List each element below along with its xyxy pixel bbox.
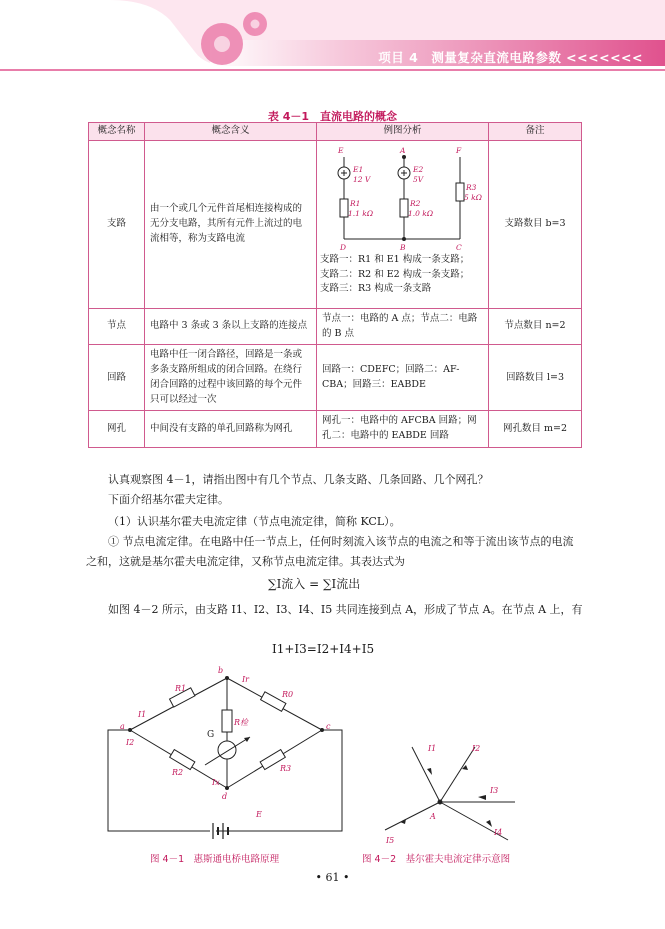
current-label: I1 [138, 710, 147, 719]
header-title: 项目 4 测量复杂直流电路参数 <<<<<<< [378, 50, 643, 65]
column-header: 概念含义 [145, 123, 317, 141]
current-label: I2 [126, 738, 135, 747]
source-label: E [256, 810, 262, 819]
paragraph: 认真观察图 4－1，请指出图中有几个节点、几条支路、几条回路、几个网孔？ [108, 473, 489, 486]
page-header [0, 0, 665, 78]
current-label: I5 [386, 836, 395, 845]
figure-caption: 图 4－1 惠斯通电桥电路原理 [150, 854, 280, 865]
source-label: E2 [413, 165, 424, 174]
analysis-cell [317, 141, 489, 309]
concept-name: 节点 [89, 309, 145, 345]
node-equation: I1+I3=I2+I4+I5 [272, 642, 375, 656]
table-caption: 表 4－1 直流电路的概念 [267, 110, 398, 123]
node-label: a [120, 722, 125, 731]
analysis-line: 支路二：R2 和 E2 构成一条支路； [320, 268, 470, 280]
resistor-label: R1 [175, 684, 187, 693]
galvanometer-label: G [207, 730, 215, 740]
analysis-line: 支路一：R1 和 E1 构成一条支路； [320, 254, 470, 265]
concept-note: 节点数目 n=2 [489, 309, 582, 345]
current-label: I3 [490, 786, 499, 795]
wheatstone-bridge-figure [100, 665, 360, 850]
table-header-row [89, 123, 582, 141]
concept-name: 回路 [89, 345, 145, 411]
figure-caption: 图 4－2 基尔霍夫电流定律示意图 [362, 854, 511, 865]
concept-note: 支路数目 b=3 [489, 141, 582, 309]
resistor-label: R0 [282, 690, 294, 699]
column-header: 例图分析 [317, 123, 489, 141]
current-label: I1 [428, 744, 437, 753]
source-value: 12 V [353, 175, 371, 184]
table-row [89, 141, 582, 309]
resistor-value: 1.1 kΩ [348, 209, 374, 218]
current-label: I2 [472, 744, 481, 753]
concept-name: 支路 [89, 141, 145, 309]
source-label: E1 [353, 165, 364, 174]
concept-meaning: 电路中 3 条或 3 条以上支路的连接点 [145, 309, 317, 345]
resistor-label: R1 [350, 199, 361, 208]
resistor-value: 5 kΩ [464, 193, 482, 202]
node-label: E [338, 146, 344, 155]
table-row [89, 411, 582, 447]
paragraph: 下面介绍基尔霍夫定律。 [108, 493, 229, 506]
table-row [89, 345, 582, 411]
source-value: 5V [413, 175, 424, 184]
concept-meaning: 电路中任一闭合路径，回路是一条或多条支路所组成的闭合回路。在绕行闭合回路的过程中该回路的每个元件只可以经过一次 [145, 345, 317, 411]
table-row [89, 309, 582, 345]
node-label: A [400, 146, 406, 155]
node-label: F [456, 146, 462, 155]
node-label: C [456, 243, 462, 252]
current-label: Ix [212, 778, 220, 787]
column-header: 概念名称 [89, 123, 145, 141]
node-label: b [218, 666, 224, 675]
concept-analysis: 节点一：电路的 A 点；节点二：电路的 B 点 [317, 309, 489, 345]
page-number: • 61 • [315, 871, 350, 884]
node-label: D [340, 243, 347, 252]
paragraph: 如图 4－2 所示，由支路 I1、I2、I3、I4、I5 共同连接到点 A，形成了节点 A。在节点 A 上，有 [108, 603, 583, 616]
resistor-label: R3 [280, 764, 292, 773]
paragraph: ① 节点电流定律。在电路中任一节点上，任何时刻流入该节点的电流之和等于流出该节点的电流之和，这就是基尔霍夫电流定律，又称节点电流定律。其表达式为 [86, 535, 574, 568]
column-header: 备注 [489, 123, 582, 141]
current-label: I4 [494, 828, 503, 837]
node-label: B [400, 243, 406, 252]
resistor-label: R检 [234, 718, 249, 727]
concept-note: 回路数目 l=3 [489, 345, 582, 411]
resistor-label: R3 [466, 183, 477, 192]
concept-meaning: 由一个或几个元件首尾相连接构成的无分支电路，其所有元件上流过的电流相等，称为支路电流 [145, 141, 317, 309]
node-label: d [222, 792, 228, 801]
concept-note: 网孔数目 m=2 [489, 411, 582, 447]
node-label: A [430, 812, 436, 821]
analysis-line: 支路三：R3 构成一条支路 [320, 283, 432, 295]
paragraph: （1）认识基尔霍夫电流定律（节点电流定律，简称 KCL）。 [108, 515, 401, 528]
node-label: c [326, 722, 331, 731]
resistor-label: R2 [410, 199, 421, 208]
resistor-value: 1.0 kΩ [408, 209, 434, 218]
branch-circuit-diagram [320, 143, 486, 253]
kcl-node-figure [380, 735, 540, 845]
concept-analysis: 回路一：CDEFC；回路二：AF-CBA；回路三：EABDE [317, 345, 489, 411]
resistor-label: R2 [172, 768, 184, 777]
current-label: Ir [242, 675, 249, 684]
concept-table [88, 122, 582, 448]
kcl-formula: ∑I流入 = ∑I流出 [268, 577, 361, 591]
concept-meaning: 中间没有支路的单孔回路称为网孔 [145, 411, 317, 447]
concept-analysis: 网孔一：电路中的 AFCBA 回路；网孔二：电路中的 EABDE 回路 [317, 411, 489, 447]
header-banner [0, 0, 665, 78]
concept-name: 网孔 [89, 411, 145, 447]
